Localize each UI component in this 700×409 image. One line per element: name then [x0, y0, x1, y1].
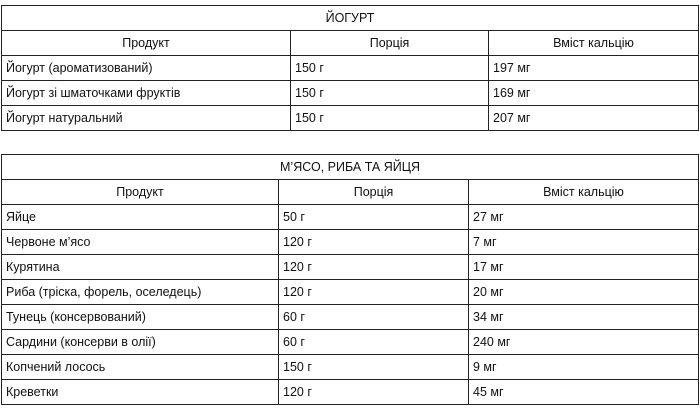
product-cell: Яйце — [2, 205, 279, 230]
product-cell: Креветки — [2, 380, 279, 405]
portion-cell: 120 г — [279, 230, 469, 255]
portion-cell: 120 г — [279, 380, 469, 405]
meat-fish-eggs-table — [1, 154, 699, 405]
table-row — [2, 205, 699, 230]
calcium-cell: 240 мг — [469, 330, 699, 355]
product-cell: Сардини (консерви в олії) — [2, 330, 279, 355]
column-header-product: Продукт — [2, 180, 279, 205]
table-row — [2, 255, 699, 280]
table-header-row — [2, 31, 699, 56]
column-header-calcium: Вміст кальцію — [469, 180, 699, 205]
column-header-calcium: Вміст кальцію — [489, 31, 699, 56]
calcium-cell: 20 мг — [469, 280, 699, 305]
product-cell: Йогурт натуральний — [2, 106, 291, 131]
portion-cell: 150 г — [291, 106, 489, 131]
calcium-cell: 9 мг — [469, 355, 699, 380]
calcium-cell: 17 мг — [469, 255, 699, 280]
table-row — [2, 380, 699, 405]
calcium-cell: 27 мг — [469, 205, 699, 230]
calcium-cell: 45 мг — [469, 380, 699, 405]
portion-cell: 60 г — [279, 305, 469, 330]
table-row — [2, 230, 699, 255]
table-title: ЙОГУРТ — [2, 6, 699, 31]
portion-cell: 120 г — [279, 280, 469, 305]
table-row — [2, 355, 699, 380]
calcium-cell: 34 мг — [469, 305, 699, 330]
calcium-cell: 207 мг — [489, 106, 699, 131]
table-row — [2, 280, 699, 305]
product-cell: Риба (тріска, форель, оселедець) — [2, 280, 279, 305]
portion-cell: 120 г — [279, 255, 469, 280]
product-cell: Копчений лосось — [2, 355, 279, 380]
table-title: М’ЯСО, РИБА ТА ЯЙЦЯ — [2, 155, 699, 180]
yogurt-table — [1, 5, 699, 131]
product-cell: Курятина — [2, 255, 279, 280]
table-row — [2, 330, 699, 355]
product-cell: Тунець (консервований) — [2, 305, 279, 330]
calcium-cell: 7 мг — [469, 230, 699, 255]
table-row — [2, 305, 699, 330]
column-header-portion: Порція — [279, 180, 469, 205]
table-row — [2, 56, 699, 81]
product-cell: Червоне м’ясо — [2, 230, 279, 255]
table-row — [2, 81, 699, 106]
portion-cell: 60 г — [279, 330, 469, 355]
portion-cell: 150 г — [291, 81, 489, 106]
table-header-row — [2, 180, 699, 205]
column-header-product: Продукт — [2, 31, 291, 56]
portion-cell: 50 г — [279, 205, 469, 230]
portion-cell: 150 г — [291, 56, 489, 81]
table-title-row — [2, 155, 699, 180]
product-cell: Йогурт (ароматизований) — [2, 56, 291, 81]
calcium-cell: 197 мг — [489, 56, 699, 81]
calcium-cell: 169 мг — [489, 81, 699, 106]
column-header-portion: Порція — [291, 31, 489, 56]
product-cell: Йогурт зі шматочками фруктів — [2, 81, 291, 106]
table-row — [2, 106, 699, 131]
table-title-row — [2, 6, 699, 31]
portion-cell: 150 г — [279, 355, 469, 380]
